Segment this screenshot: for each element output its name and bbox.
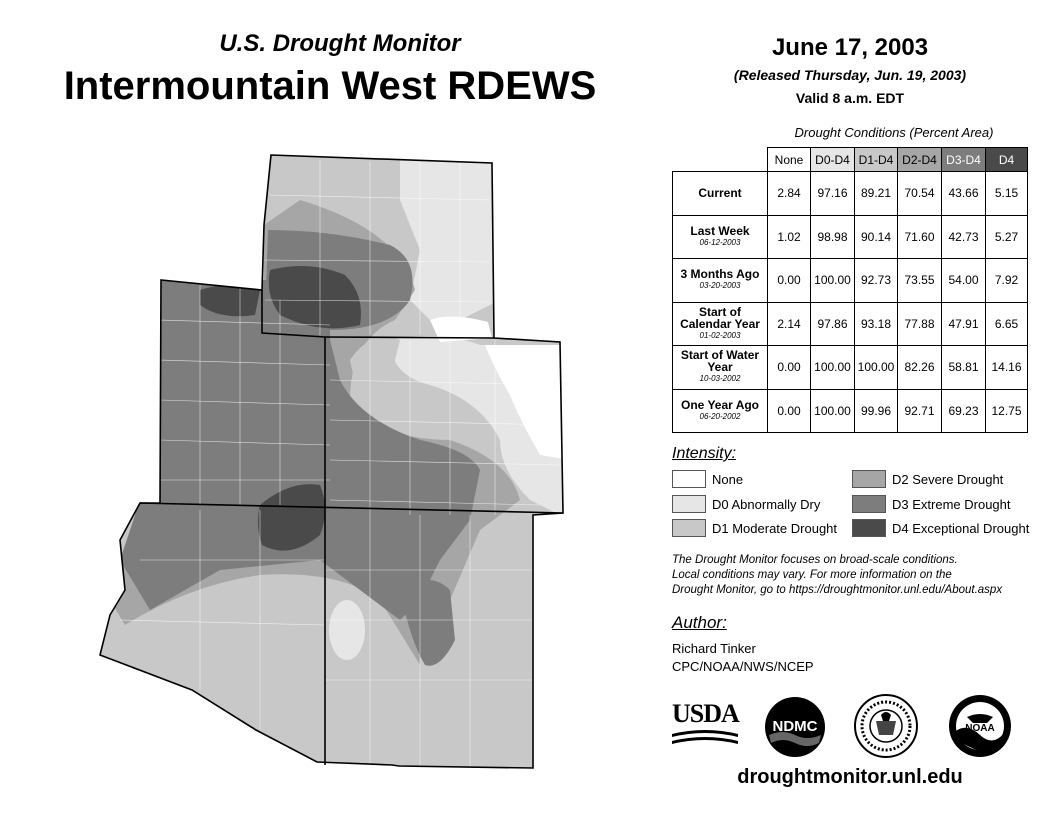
- legend-item-d4: [852, 518, 1029, 538]
- col-header-d2-d4: D2-D4: [898, 148, 942, 172]
- table-cell: 77.88: [898, 302, 942, 346]
- table-cell: 5.15: [986, 172, 1028, 216]
- legend-swatch: [852, 519, 886, 537]
- legend-label: None: [712, 471, 744, 487]
- map-title: Intermountain West RDEWS: [63, 64, 597, 108]
- row-label: [673, 302, 768, 346]
- col-header-d0-d4: D0-D4: [811, 148, 855, 172]
- table-row: [673, 172, 1028, 216]
- table-cell: 14.16: [986, 346, 1028, 390]
- table-cell: 47.91: [942, 302, 986, 346]
- col-header-d1-d4: D1-D4: [855, 148, 898, 172]
- row-label: [673, 346, 768, 390]
- legend-label: D3 Extreme Drought: [892, 496, 1011, 512]
- legend-item-d2: [852, 469, 1003, 489]
- row-label-text: One Year Ago: [680, 397, 760, 412]
- legend-swatch: [852, 495, 886, 513]
- map-subtitle: U.S. Drought Monitor: [219, 30, 461, 57]
- legend-swatch: [852, 470, 886, 488]
- row-label: [673, 259, 768, 303]
- row-label-date: 06-12-2003: [699, 237, 741, 247]
- table-cell: 100.00: [811, 346, 855, 390]
- table-cell: 90.14: [855, 215, 898, 259]
- table-caption: Drought Conditions (Percent Area): [794, 125, 994, 140]
- note-line: The Drought Monitor focuses on broad-scale conditions.: [672, 554, 958, 566]
- table-cell: 100.00: [855, 346, 898, 390]
- row-label-text: 3 Months Ago: [680, 267, 760, 282]
- table-cell: 43.66: [942, 172, 986, 216]
- ndmc-logo-text: NDMC: [772, 718, 818, 735]
- author-org: CPC/NOAA/NWS/NCEP: [672, 659, 814, 674]
- header-corner: [673, 148, 768, 172]
- table-cell: 70.54: [898, 172, 942, 216]
- table-cell: 98.98: [811, 215, 855, 259]
- table-cell: 97.86: [811, 302, 855, 346]
- row-label-date: 03-20-2003: [699, 281, 741, 291]
- table-cell: 5.27: [986, 215, 1028, 259]
- table-cell: 12.75: [986, 389, 1028, 433]
- table-cell: 0.00: [768, 259, 811, 303]
- legend-swatch: [672, 519, 706, 537]
- table-cell: 92.73: [855, 259, 898, 303]
- row-label-text: Start of Water Year: [680, 348, 760, 375]
- drought-map: [60, 148, 580, 778]
- table-cell: 92.71: [898, 389, 942, 433]
- table-cell: 71.60: [898, 215, 942, 259]
- table-cell: 100.00: [811, 389, 855, 433]
- website-url[interactable]: droughtmonitor.unl.edu: [737, 766, 963, 788]
- table-header-row: [673, 148, 1028, 172]
- row-label-date: 10-03-2002: [699, 374, 741, 384]
- row-label-date: 01-02-2003: [699, 330, 741, 340]
- usda-logo: [672, 700, 738, 750]
- map-date: June 17, 2003: [771, 34, 929, 61]
- col-header-none: None: [768, 148, 811, 172]
- table-cell: 2.14: [768, 302, 811, 346]
- author-name: Richard Tinker: [672, 641, 756, 656]
- table-cell: 2.84: [768, 172, 811, 216]
- valid-time: Valid 8 a.m. EDT: [795, 90, 905, 106]
- row-label-date: 06-20-2002: [699, 411, 741, 421]
- table-row: [673, 259, 1028, 303]
- table-row: [673, 302, 1028, 346]
- table-cell: 0.00: [768, 346, 811, 390]
- usda-logo-text: USDA: [672, 699, 739, 728]
- legend-title: Intensity:: [672, 445, 737, 462]
- legend-label: D2 Severe Drought: [892, 471, 1004, 487]
- row-label-text: Current: [698, 186, 742, 201]
- table-row: [673, 389, 1028, 433]
- row-label-text: Start of Calendar Year: [680, 304, 760, 331]
- note-line: Drought Monitor, go to https://droughtmonitor.unl.edu/About.aspx: [672, 584, 1003, 596]
- table-cell: 69.23: [942, 389, 986, 433]
- legend-label: D1 Moderate Drought: [712, 520, 838, 536]
- d0-spot-nm: [329, 600, 365, 660]
- table-cell: 6.65: [986, 302, 1028, 346]
- legend-item-none: [672, 469, 743, 489]
- table-row: [673, 215, 1028, 259]
- row-label-text: Last Week: [690, 223, 750, 238]
- author-label: Author:: [672, 613, 727, 632]
- noaa-logo: [947, 693, 1013, 759]
- noaa-logo-text: NOAA: [965, 723, 995, 734]
- table-cell: 100.00: [811, 259, 855, 303]
- ndmc-logo: [763, 695, 827, 759]
- legend-label: D4 Exceptional Drought: [892, 520, 1030, 536]
- legend-item-d1: [672, 518, 837, 538]
- row-label: [673, 172, 768, 216]
- col-header-d3-d4: D3-D4: [942, 148, 986, 172]
- table-cell: 73.55: [898, 259, 942, 303]
- table-cell: 1.02: [768, 215, 811, 259]
- drought-conditions-table: [672, 147, 1028, 433]
- table-cell: 89.21: [855, 172, 898, 216]
- table-cell: 42.73: [942, 215, 986, 259]
- table-cell: 93.18: [855, 302, 898, 346]
- usda-swoosh-icon: [672, 728, 738, 748]
- col-header-d4: D4: [986, 148, 1028, 172]
- legend-swatch: [672, 495, 706, 513]
- table-cell: 58.81: [942, 346, 986, 390]
- table-cell: 0.00: [768, 389, 811, 433]
- table-cell: 82.26: [898, 346, 942, 390]
- row-label: [673, 389, 768, 433]
- table-cell: 54.00: [942, 259, 986, 303]
- disclaimer-note: [672, 553, 1042, 598]
- note-line: Local conditions may vary. For more information on the: [672, 569, 952, 581]
- legend-swatch: [672, 470, 706, 488]
- row-label: [673, 215, 768, 259]
- legend-item-d0: [672, 494, 820, 514]
- commerce-seal: [853, 693, 919, 759]
- release-date: (Released Thursday, Jun. 19, 2003): [733, 67, 967, 83]
- legend-label: D0 Abnormally Dry: [712, 496, 821, 512]
- table-cell: 7.92: [986, 259, 1028, 303]
- table-cell: 97.16: [811, 172, 855, 216]
- table-cell: 99.96: [855, 389, 898, 433]
- legend-item-d3: [852, 494, 1011, 514]
- table-row: [673, 346, 1028, 390]
